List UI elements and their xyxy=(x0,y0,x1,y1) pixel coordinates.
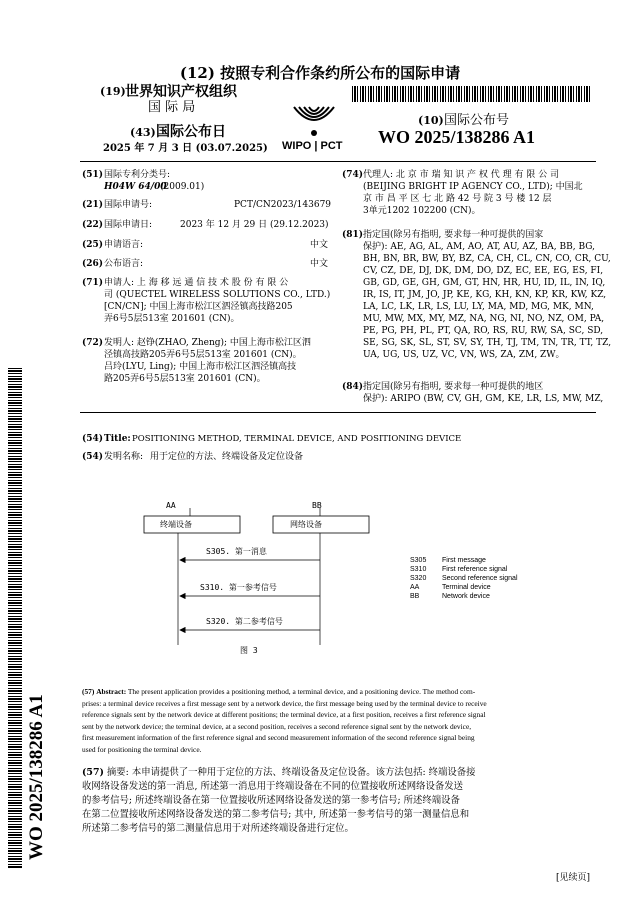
title-num: (54) xyxy=(82,452,104,462)
abstract-num: (57) xyxy=(82,687,95,696)
text-line: 代理人: 北 京 市 瑞 知 识 产 权 代 理 有 限 公 司 xyxy=(363,170,560,180)
field-72-inventors xyxy=(104,337,329,385)
text-line: 吕玲(LYU, Ling); 中国上海市松江区泗泾镇高技 xyxy=(104,362,297,372)
abstract-label: Abstract: xyxy=(96,687,127,696)
text-line: 收网络设备发送的第一消息, 所述第一消息用于终端设备在不同的位置接收所述网络设备发送 xyxy=(82,781,463,792)
pubdate-value: 2025 年 7 月 3 日 (03.07.2025) xyxy=(103,143,268,154)
legend-row xyxy=(410,565,518,574)
text-line: IR, IS, IT, JM, JO, JP, KE, KG, KH, KN, KP, KR, KW, KZ, xyxy=(363,290,607,300)
legend-row xyxy=(410,556,518,565)
field-26-num: (26) xyxy=(82,259,104,269)
wipo-logo-icon xyxy=(290,103,338,143)
field-84-regional xyxy=(363,381,604,405)
pubdate-num: (43) xyxy=(130,126,156,139)
title-num: (54) xyxy=(82,434,104,444)
legend-text: Terminal device xyxy=(442,584,491,591)
field-71-num: (71) xyxy=(82,278,104,288)
terminal-device-label: 终端设备 xyxy=(160,520,192,529)
text-line: 保护): AE, AG, AL, AM, AO, AT, AU, AZ, BA, BB, BG, xyxy=(363,242,595,252)
pubno-value: WO 2025/138286 A1 xyxy=(378,127,536,147)
text-line: 3单元1202 102200 (CN)。 xyxy=(363,206,481,216)
text-line: reference signals sent by the network device at different positions; the terminal device, at a first position, receives a first reference signal xyxy=(82,710,486,719)
field-25-num: (25) xyxy=(82,240,104,250)
text-line: 的参考信号; 所述终端设备在第一位置接收所述网络设备发送的第一参考信号; 所述终端设备 xyxy=(82,795,460,806)
network-device-label: 网络设备 xyxy=(290,520,322,529)
text-line: CV, CZ, DE, DJ, DK, DM, DO, DZ, EC, EE, EG, ES, FI, xyxy=(363,266,604,276)
top-barcode xyxy=(352,86,592,102)
text-line: BH, BN, BR, BW, BY, BZ, CA, CH, CL, CN, CO, CR, CU, xyxy=(363,254,611,264)
legend-text: First reference signal xyxy=(442,566,508,573)
side-barcode xyxy=(8,368,22,868)
text-line: 申请人: 上 海 移 远 通 信 技 术 股 份 有 限 公 xyxy=(104,278,289,288)
document-title: (12) 按照专利合作条约所公布的国际申请 xyxy=(179,64,461,82)
abstract-english xyxy=(82,686,598,755)
text-line: PE, PG, PH, PL, PT, QA, RO, RS, RU, RW, SA, SC, SD, xyxy=(363,326,604,336)
legend-code: S320 xyxy=(410,575,427,582)
legend-code: S305 xyxy=(410,557,427,564)
continued-on-next-page: [见续页] xyxy=(556,873,591,883)
wipo-pct-text: WIPO | PCT xyxy=(282,140,343,152)
field-72-num: (72) xyxy=(82,338,104,348)
legend-text: Network device xyxy=(442,593,490,600)
text-line: sent by the network device; the terminal device, at a second position, receives a second reference signal sent by the network device, xyxy=(82,721,472,731)
text-line: GB, GD, GE, GH, GM, GT, HN, HR, HU, ID, IL, IN, IQ, xyxy=(363,278,606,288)
text-line: 指定国(除另有指明, 要求每一种可提供的国家 xyxy=(363,230,544,240)
first-reference-signal-label: S310. 第一参考信号 xyxy=(200,583,277,592)
pubno-label: 国际公布号 xyxy=(444,113,510,128)
second-reference-signal-label: S320. 第二参考信号 xyxy=(206,617,283,626)
terminal-device-box xyxy=(144,516,240,533)
text-line: SE, SG, SK, SL, ST, SV, SY, TH, TJ, TM, TN, TR, TT, TZ, xyxy=(363,338,612,348)
field-51-value: H04W 64/00 xyxy=(104,182,167,192)
text-line: 指定国(除另有指明, 要求每一种可提供的地区 xyxy=(363,382,544,392)
text-line: 司 (QUECTEL WIRELESS SOLUTIONS CO., LTD.) xyxy=(104,290,331,300)
diagram-legend xyxy=(410,556,518,601)
field-74-num: (74) xyxy=(342,170,364,180)
field-21-value: PCT/CN2023/143679 xyxy=(234,200,332,210)
text-line: UA, UG, US, UZ, VC, VN, WS, ZA, ZM, ZW。 xyxy=(363,350,565,360)
field-26-value: 中文 xyxy=(310,259,329,269)
legend-code: S310 xyxy=(410,566,427,573)
title-en-value: POSITIONING METHOD, TERMINAL DEVICE, AND POSITIONING DEVICE xyxy=(132,434,462,444)
legend-text: Second reference signal xyxy=(442,575,518,582)
text-line: prises: a terminal device receives a first message sent by a network device, the first message being used by the terminal device to receive xyxy=(82,698,487,708)
abstract-num: (57) xyxy=(82,767,104,778)
field-81-num: (81) xyxy=(342,230,364,240)
field-51-year: (2009.01) xyxy=(160,182,205,192)
field-84-num: (84) xyxy=(342,382,364,392)
legend-text: First message xyxy=(442,557,486,564)
legend-code: BB xyxy=(410,593,420,600)
text-line: first measurement information of the first reference signal and second measurement information of the second reference signal being xyxy=(82,733,475,742)
field-71-applicant xyxy=(104,277,329,325)
legend-row xyxy=(410,574,518,583)
text-line: 在第二位置接收所述网络设备发送的第二参考信号; 其中, 所述第一参考信号的第一测量信息和 xyxy=(82,809,470,820)
legend-row xyxy=(410,583,518,592)
first-message-label: S305. 第一消息 xyxy=(206,547,267,556)
text-line: LA, LC, LK, LR, LS, LU, LY, MA, MD, MG, MK, MN, xyxy=(363,302,594,312)
aa-label: AA xyxy=(166,501,176,510)
field-25-label: 申请语言: xyxy=(104,240,144,250)
text-line: used for positioning the terminal device. xyxy=(82,744,202,754)
header-divider xyxy=(80,161,596,162)
text-line: 路205弄6号5层513室 201601 (CN)。 xyxy=(104,374,266,384)
text-line: 泾镇高技路205弄6号5层513室 201601 (CN)。 xyxy=(104,350,302,360)
text-line: 发明人: 赵铮(ZHAO, Zheng); 中国上海市松江区泗 xyxy=(104,338,311,348)
abstract-line xyxy=(82,766,598,780)
text-line: The present application provides a positioning method, a terminal device, and a positioning device. The method com- xyxy=(127,687,476,696)
field-22-value: 2023 年 12 月 29 日 (29.12.2023) xyxy=(180,220,329,230)
section-divider xyxy=(80,412,596,413)
field-51-num: (51) xyxy=(82,170,104,180)
field-22-label: 国际申请日: xyxy=(104,220,153,230)
text-line: 本申请提供了一种用于定位的方法、终端设备及定位设备。该方法包括: 终端设备接 xyxy=(131,767,476,778)
pubdate-label: 国际公布日 xyxy=(156,124,226,140)
org-bureau: 国 际 局 xyxy=(148,100,196,115)
field-22-num: (22) xyxy=(82,220,104,230)
field-26-label: 公布语言: xyxy=(104,259,144,269)
figure-caption: 图 3 xyxy=(240,646,258,655)
org-name: 世界知识产权组织 xyxy=(125,84,237,100)
legend-code: AA xyxy=(410,584,420,591)
field-51-label: 国际专利分类号: xyxy=(104,170,171,180)
bb-label: BB xyxy=(312,501,322,510)
pubno-num: (10) xyxy=(418,114,444,127)
text-line: MU, MW, MX, MY, MZ, NA, NG, NI, NO, NZ, OM, PA, xyxy=(363,314,605,324)
text-line: 保护): ARIPO (BW, CV, GH, GM, KE, LR, LS, MW, MZ, xyxy=(363,394,604,404)
text-line: 所述第二参考信号的第二测量信息用于对所述终端设备进行定位。 xyxy=(82,823,354,834)
sequence-diagram xyxy=(130,500,600,660)
text-line: 京 市 昌 平 区 七 北 路 42 号 院 3 号 楼 12 层 xyxy=(363,194,552,204)
side-publication-number: WO 2025/138286 A1 xyxy=(26,694,47,860)
abstract-chinese xyxy=(82,766,598,836)
abstract-line xyxy=(82,686,598,698)
field-25-value: 中文 xyxy=(310,240,329,250)
field-74-agent xyxy=(363,169,598,217)
text-line: (BEIJING BRIGHT IP AGENCY CO., LTD); 中国北 xyxy=(363,182,583,192)
title-cn-label: 发明名称: xyxy=(104,452,144,462)
field-21-num: (21) xyxy=(82,200,104,210)
legend-row xyxy=(410,592,518,601)
text-line: 弄6号5层513室 201601 (CN)。 xyxy=(104,314,240,324)
abstract-label: 摘要: xyxy=(106,767,129,778)
text-line: [CN/CN]; 中国上海市松江区泗泾镇高技路205 xyxy=(104,302,293,312)
org-num: (19) xyxy=(100,85,126,98)
title-en-label: Title: xyxy=(104,434,131,444)
field-21-label: 国际申请号: xyxy=(104,200,153,210)
field-81-designated-states xyxy=(363,229,612,361)
title-cn-value: 用于定位的方法、终端设备及定位设备 xyxy=(150,452,304,462)
